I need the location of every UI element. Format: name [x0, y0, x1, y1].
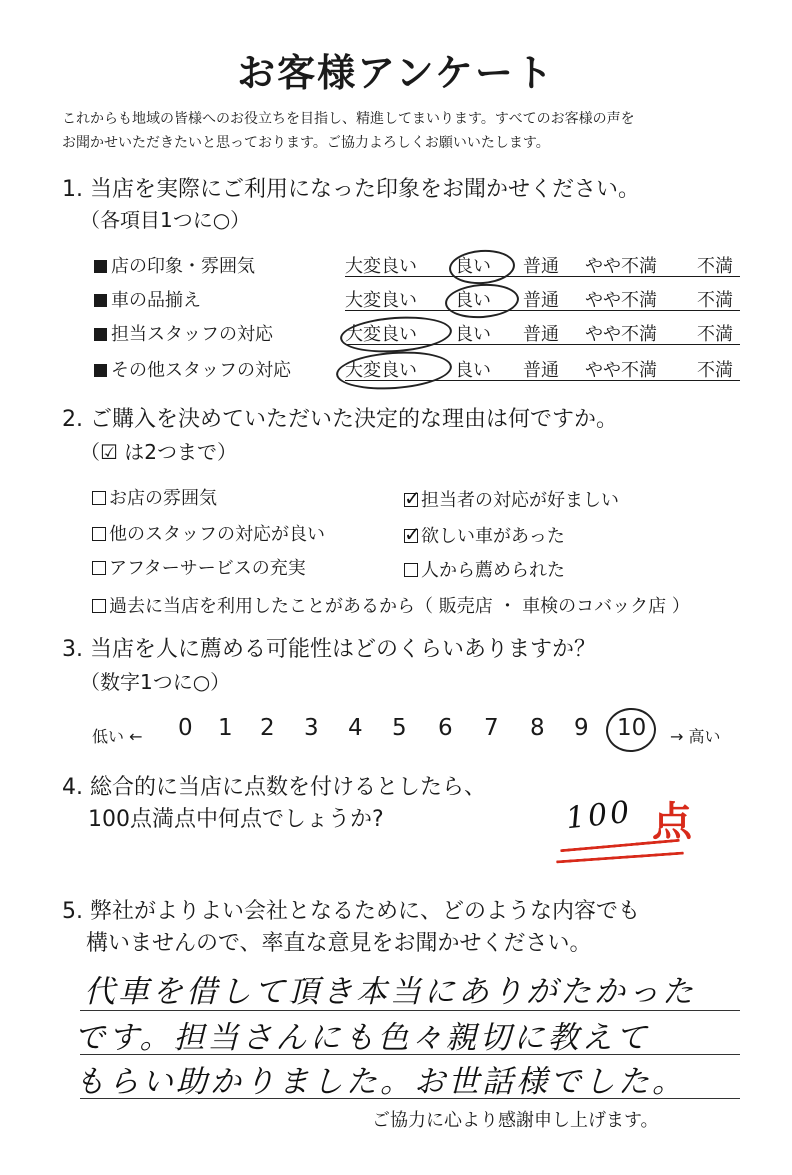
scale-option[interactable]: 良い: [455, 360, 491, 381]
rating-number[interactable]: 6: [438, 715, 453, 741]
q1-row-label: その他スタッフの対応: [94, 356, 291, 382]
footer-thanks: ご協力に心より感謝申し上げます。: [372, 1110, 659, 1131]
scale-option[interactable]: 不満: [697, 290, 733, 311]
q2-question: 2. ご購入を決めていただいた決定的な理由は何ですか。: [62, 407, 618, 432]
scale-option[interactable]: 普通: [523, 256, 559, 277]
survey-title: お客様アンケート: [237, 51, 555, 95]
checkbox-checked-icon[interactable]: ✓: [404, 486, 421, 510]
rating-number[interactable]: 0: [178, 715, 193, 741]
q4-question-line-2: 100点満点中何点でしょうか?: [88, 807, 384, 832]
scale-option[interactable]: 大変良い: [345, 324, 417, 345]
scale-option[interactable]: 普通: [523, 290, 559, 311]
rating-number[interactable]: 2: [260, 715, 275, 741]
rating-number[interactable]: 4: [348, 715, 363, 741]
checkbox-icon[interactable]: [92, 561, 106, 575]
scale-option[interactable]: やや不満: [585, 290, 657, 311]
handwritten-answer-line-1: 代車を借して頂き本当にありがたかった: [84, 974, 696, 1010]
scale-option[interactable]: 大変良い: [345, 256, 417, 277]
checkbox-icon[interactable]: [92, 527, 106, 541]
rating-number[interactable]: 10: [617, 715, 647, 741]
checkbox-checked-icon[interactable]: ✓: [404, 522, 421, 546]
rating-number[interactable]: 9: [574, 715, 589, 741]
scale-option[interactable]: 大変良い: [345, 290, 417, 311]
checkbox-option[interactable]: 人から薦められた: [404, 556, 565, 582]
q1-row-label: 担当スタッフの対応: [94, 320, 273, 346]
q3-instruction: （数字1つに○）: [80, 670, 231, 694]
rating-number[interactable]: 1: [218, 715, 233, 741]
checkbox-option[interactable]: ✓ 欲しい車があった: [404, 522, 565, 547]
scale-low-label: 低い ←: [92, 727, 143, 746]
checkbox-icon[interactable]: [92, 491, 106, 505]
q1-instruction: （各項目1つに○）: [80, 208, 251, 232]
handwritten-answer-line-3: もらい助かりました。お世話様でした。: [74, 1064, 686, 1100]
intro-line-1: これからも地域の皆様へのお役立ちを目指し、精進してまいります。すべてのお客様の声を: [62, 111, 635, 127]
intro-line-2: お聞かせいただきたいと思っております。ご協力よろしくお願いいたします。: [62, 135, 550, 151]
scale-option[interactable]: 不満: [697, 360, 733, 381]
bullet-square-icon: [94, 260, 107, 273]
scale-option[interactable]: 良い: [455, 290, 491, 311]
q3-question: 3. 当店を人に薦める可能性はどのくらいありますか？: [62, 637, 596, 662]
checkbox-option[interactable]: 他のスタッフの対応が良い: [92, 520, 325, 546]
scale-option[interactable]: 良い: [455, 324, 491, 345]
scale-high-label: → 高い: [670, 727, 721, 746]
rating-number[interactable]: 5: [392, 715, 407, 741]
red-underline-mark: [556, 852, 684, 864]
q2-instruction: （☑ は2つまで）: [80, 440, 238, 464]
score-unit: 点: [652, 799, 692, 845]
answer-rule-line: [80, 1010, 740, 1011]
checkbox-icon[interactable]: [404, 563, 418, 577]
answer-rule-line: [80, 1098, 740, 1099]
scale-option[interactable]: やや不満: [585, 256, 657, 277]
scale-option[interactable]: やや不満: [585, 360, 657, 381]
scale-option[interactable]: やや不満: [585, 324, 657, 345]
bullet-square-icon: [94, 294, 107, 307]
checkbox-option[interactable]: お店の雰囲気: [92, 484, 217, 510]
q5-question: 5. 弊社がよりよい会社となるために、どのような内容でも: [62, 899, 640, 924]
scale-option[interactable]: 普通: [523, 360, 559, 381]
q4-question: 4. 総合的に当店に点数を付けるとしたら、: [62, 775, 486, 800]
checkbox-option[interactable]: アフターサービスの充実: [92, 554, 306, 580]
checkbox-option[interactable]: ✓ 担当者の対応が好ましい: [404, 486, 619, 511]
checkbox-icon[interactable]: [92, 599, 106, 613]
rating-number[interactable]: 7: [484, 715, 499, 741]
q1-row-label: 車の品揃え: [94, 286, 201, 312]
score-answer: 100: [564, 794, 634, 837]
scale-option[interactable]: 不満: [697, 324, 733, 345]
bullet-square-icon: [94, 364, 107, 377]
answer-rule-line: [80, 1054, 740, 1055]
scale-option[interactable]: 不満: [697, 256, 733, 277]
q5-question-line-2: 構いませんので、率直な意見をお聞かせください。: [86, 931, 592, 956]
q1-scale-row[interactable]: [345, 284, 740, 311]
checkbox-option[interactable]: 過去に当店を利用したことがあるから（ 販売店 ・ 車検のコバック店 ）: [92, 592, 690, 618]
rating-number[interactable]: 3: [304, 715, 319, 741]
q1-question: 1. 当店を実際にご利用になった印象をお聞かせください。: [62, 177, 640, 202]
handwritten-answer-line-2: です。担当さんにも色々親切に教えて: [74, 1020, 650, 1056]
selection-circle-mark: [605, 706, 658, 753]
scale-option[interactable]: 大変良い: [345, 360, 417, 381]
scale-option[interactable]: 普通: [523, 324, 559, 345]
q1-row-label: 店の印象・雰囲気: [94, 252, 255, 278]
rating-number[interactable]: 8: [530, 715, 545, 741]
bullet-square-icon: [94, 328, 107, 341]
scale-option[interactable]: 良い: [455, 256, 491, 277]
q1-scale-row[interactable]: [345, 250, 740, 277]
